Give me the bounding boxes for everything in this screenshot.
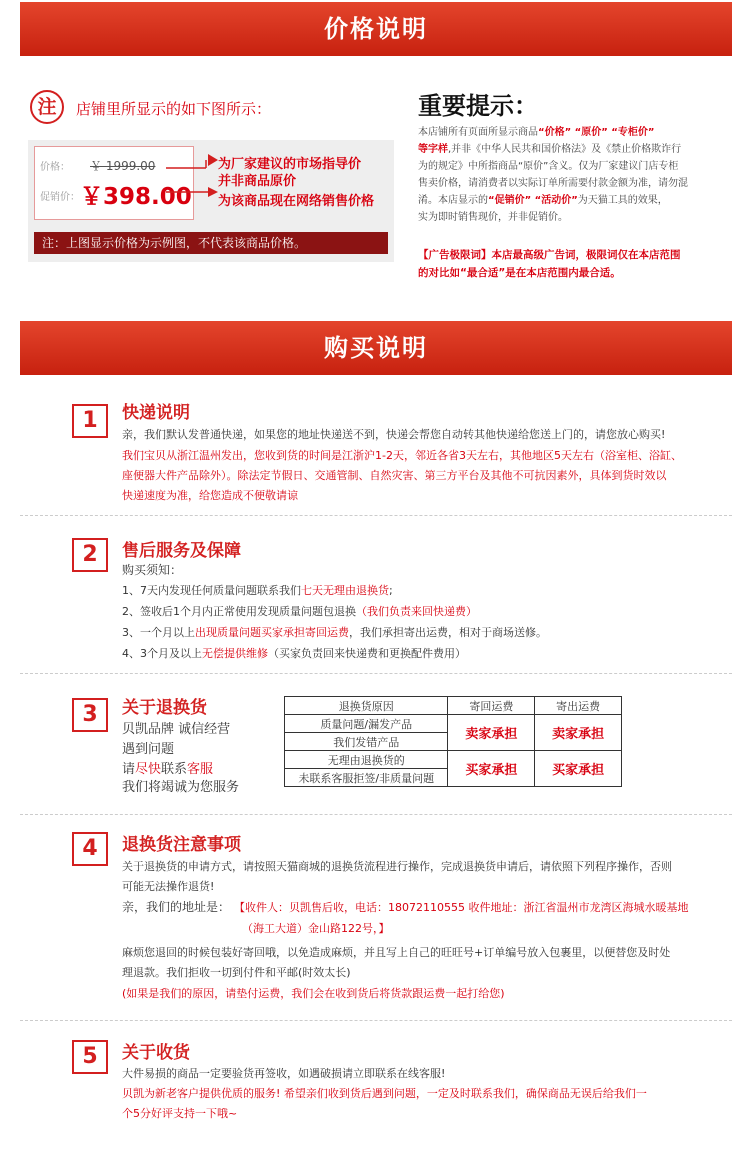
aftersales-item-2 bbox=[122, 601, 477, 622]
receiving-line-3: 个5分好评支持一下哦~ bbox=[122, 1107, 238, 1120]
section-title-returns: 关于退换货 bbox=[122, 698, 207, 718]
important-text: 为天猫工具的效果， bbox=[577, 195, 668, 206]
arrow-lines bbox=[160, 150, 220, 210]
arrow-text-guide: 为厂家建议的市场指导价 bbox=[218, 157, 362, 172]
returns-table-reason: 质量问题/漏发产品 bbox=[285, 715, 448, 733]
aftersales-notice: 购买须知： bbox=[122, 563, 183, 577]
aftersales-item-4 bbox=[122, 643, 466, 664]
section-divider bbox=[20, 515, 732, 516]
return-notes-line-2: 可能无法操作退货! bbox=[122, 880, 215, 893]
section-title-receiving: 关于收货 bbox=[122, 1043, 190, 1063]
delivery-line-2: 我们宝贝从浙江温州发出，您收到货的时间是江浙沪1-2天，邻近各省3天左右，其他地区5天左右（浴室柜、浴缸、 bbox=[122, 449, 682, 462]
receiving-line-1: 大件易损的商品一定要验货再签收，如遇破损请立即联系在线客服! bbox=[122, 1067, 446, 1080]
returns-table-cost: 买家承担 bbox=[448, 751, 535, 787]
price-banner: 价格说明 bbox=[20, 2, 732, 56]
return-address bbox=[234, 897, 688, 939]
section-number-5: 5 bbox=[72, 1040, 108, 1074]
returns-table-reason: 我们发错产品 bbox=[285, 733, 448, 751]
important-text: 淆。本店显示的 bbox=[418, 195, 488, 206]
return-address-label: 亲，我们的地址是： bbox=[122, 900, 231, 914]
return-notes-line-4: 理退款。我们拒收一切到付件和平邮(时效太长) bbox=[122, 966, 351, 979]
section-title-aftersales: 售后服务及保障 bbox=[122, 541, 241, 561]
return-notes-line-3: 麻烦您退回的时候包装好寄回哦，以免造成麻烦，并且写上自己的旺旺号+订单编号放入包裹里，以便替您及时处 bbox=[122, 946, 671, 959]
aftersales-item-1-highlight: 七天无理由退换货 bbox=[301, 584, 389, 597]
arrow-text-not-original: 并非商品原价 bbox=[218, 174, 297, 189]
return-notes-line-5: (如果是我们的原因，请垫付运费，我们会在收到货后将货款跟运费一起打给您) bbox=[122, 987, 505, 1000]
aftersales-item-4-end: （买家负责回来快递费和更换配件费用） bbox=[268, 647, 466, 660]
ad-notice-line: 【广告极限词】本店最高级广告词，极限词仅在本店范围 bbox=[418, 249, 681, 261]
promo-label: 促销价： bbox=[40, 192, 80, 203]
arrow-text-sale: 为该商品现在网络销售价格 bbox=[218, 194, 375, 209]
aftersales-item-3-text: 3、一个月以上 bbox=[122, 626, 195, 639]
promo-value: ￥398.00 bbox=[80, 184, 192, 210]
ad-notice bbox=[418, 246, 681, 282]
section-number-2: 2 bbox=[72, 538, 108, 572]
important-highlight: “促销价” “活动价” bbox=[488, 195, 578, 206]
section-number-3: 3 bbox=[72, 698, 108, 732]
purchase-banner: 购买说明 bbox=[20, 321, 732, 375]
price-footnote: 注：上图显示价格为示例图，不代表该商品价格。 bbox=[34, 232, 388, 254]
returns-service: 我们将竭诚为您服务 bbox=[122, 780, 240, 795]
important-body bbox=[418, 124, 724, 226]
important-highlight: 等字样 bbox=[418, 144, 448, 155]
aftersales-item-1-end: ; bbox=[389, 584, 393, 597]
important-title: 重要提示： bbox=[418, 92, 538, 120]
section-title-return-notes: 退换货注意事项 bbox=[122, 835, 241, 855]
price-example-heading: 店铺里所显示的如下图所示： bbox=[76, 100, 272, 118]
aftersales-item-3 bbox=[122, 622, 547, 643]
return-address-line-2: （海工大道）金山路122号，】 bbox=[242, 922, 390, 935]
returns-table-cost: 卖家承担 bbox=[448, 715, 535, 751]
returns-problem: 遇到问题 bbox=[122, 742, 175, 757]
aftersales-item-3-end: ，我们承担寄出运费，相对于商场送修。 bbox=[349, 626, 547, 639]
section-title-delivery: 快递说明 bbox=[122, 403, 190, 423]
section-number-1: 1 bbox=[72, 404, 108, 438]
important-text: 为的规定》中所指商品“原价”含义。仅为厂家建议门店专柜 bbox=[418, 161, 679, 172]
delivery-line-4: 快递速度为准，给您造成不便敬请谅 bbox=[122, 489, 298, 502]
return-notes-line-1: 关于退换货的申请方式，请按照天猫商城的退换货流程进行操作，完成退换货申请后，请依照下列程序操作，否则 bbox=[122, 860, 672, 873]
returns-contact-text: 请 bbox=[122, 762, 136, 777]
delivery-line-1: 亲，我们默认发普通快递，如果您的地址快递送不到，快递会帮您自动转其他快递给您送上门的，请您放心购买! bbox=[122, 428, 666, 441]
aftersales-item-2-highlight: （我们负责来回快递费） bbox=[356, 605, 477, 618]
important-highlight: “价格” “原价” “专柜价” bbox=[538, 127, 655, 138]
price-label: 价格： bbox=[40, 162, 70, 173]
important-text: 售卖价格，请消费者以实际订单所需要付款金额为准，请勿混 bbox=[418, 178, 688, 189]
aftersales-item-4-highlight: 无偿提供维修 bbox=[202, 647, 268, 660]
receiving-line-2: 贝凯为新老客户提供优质的服务! 希望亲们收到货后遇到问题，一定及时联系我们，确保商品无误后给我们一 bbox=[122, 1087, 647, 1100]
returns-table-reason: 未联系客服拒签/非质量问题 bbox=[285, 769, 448, 787]
section-divider bbox=[20, 814, 732, 815]
important-text: 实为即时销售现价，并非促销价。 bbox=[418, 212, 568, 223]
section-divider bbox=[20, 1020, 732, 1021]
aftersales-item-4-text: 4、3个月及以上 bbox=[122, 647, 202, 660]
returns-table-header-send: 寄出运费 bbox=[535, 697, 622, 715]
returns-contact-text: 联系 bbox=[161, 762, 188, 777]
returns-table-reason: 无理由退换货的 bbox=[285, 751, 448, 769]
ad-notice-line: 的对比如“最合适”是在本店范围内最合适。 bbox=[418, 267, 621, 279]
returns-contact-highlight: 客服 bbox=[187, 762, 214, 777]
returns-table bbox=[284, 696, 622, 787]
note-icon: 注 bbox=[30, 90, 64, 124]
returns-table-cost: 买家承担 bbox=[535, 751, 622, 787]
price-value: ￥ 1999.00 bbox=[90, 159, 156, 173]
important-text: 本店铺所有页面所显示商品 bbox=[418, 127, 538, 138]
returns-brand: 贝凯品牌 诚信经营 bbox=[122, 722, 231, 737]
aftersales-item-1 bbox=[122, 580, 393, 601]
section-divider bbox=[20, 673, 732, 674]
important-text: ,并非《中华人民共和国价格法》及《禁止价格欺诈行 bbox=[448, 144, 682, 155]
returns-table-header-reason: 退换货原因 bbox=[285, 697, 448, 715]
aftersales-item-3-highlight: 出现质量问题买家承担寄回运费 bbox=[195, 626, 349, 639]
aftersales-item-1-text: 1、7天内发现任何质量问题联系我们 bbox=[122, 584, 301, 597]
returns-contact-highlight: 尽快 bbox=[135, 762, 162, 777]
returns-table-cost: 卖家承担 bbox=[535, 715, 622, 751]
returns-table-header-return: 寄回运费 bbox=[448, 697, 535, 715]
delivery-line-3: 座便器大件产品除外）。除法定节假日、交通管制、自然灾害、第三方平台及其他不可抗因素外，具体到货时效以 bbox=[122, 469, 667, 482]
section-number-4: 4 bbox=[72, 832, 108, 866]
aftersales-item-2-text: 2、签收后1个月内正常使用发现质量问题包退换 bbox=[122, 605, 356, 618]
return-address-line-1: 【收件人：贝凯售后收，电话：18072110555 收件地址：浙江省温州市龙湾区海城水暖基地 bbox=[234, 901, 689, 914]
